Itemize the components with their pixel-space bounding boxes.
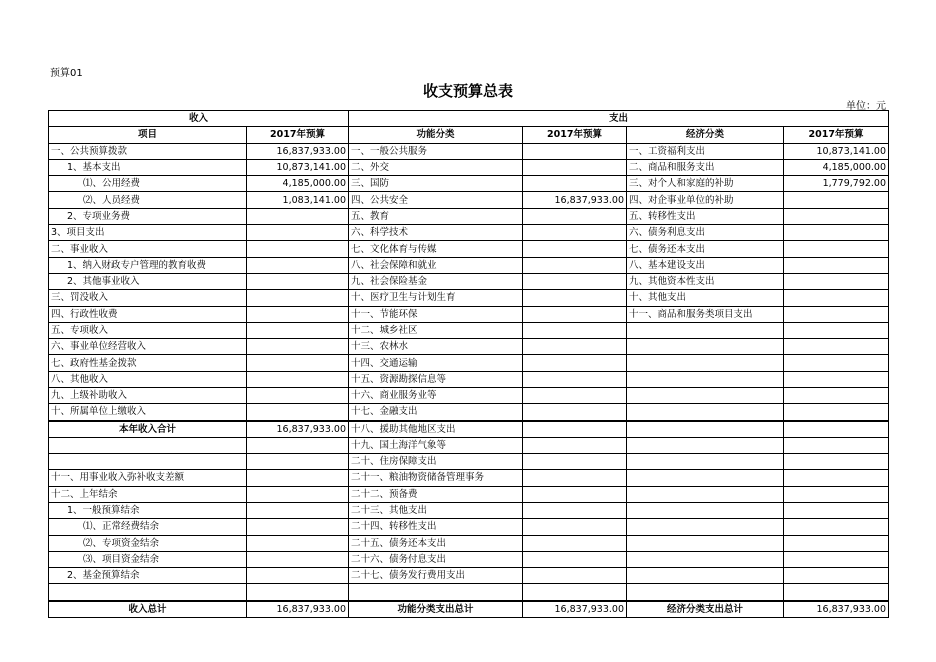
income-budget-cell	[247, 535, 349, 551]
econ-budget-cell	[784, 371, 889, 387]
func-budget-cell	[523, 421, 627, 438]
expense-header: 支出	[349, 111, 889, 127]
income-item-cell: ⑵、专项资金结余	[49, 535, 247, 551]
table-row	[49, 371, 889, 387]
func-item-cell: 十四、交通运输	[349, 355, 523, 371]
func-budget-cell	[523, 306, 627, 322]
func-item-cell: 一、一般公共服务	[349, 143, 523, 159]
table-row	[49, 208, 889, 224]
func-item-cell: 十九、国土海洋气象等	[349, 437, 523, 453]
income-budget-cell	[247, 273, 349, 289]
income-item-cell: 2、基金预算结余	[49, 568, 247, 584]
table-row	[49, 551, 889, 567]
income-header: 收入	[49, 111, 349, 127]
func-budget-cell	[523, 535, 627, 551]
income-item-cell: 六、事业单位经营收入	[49, 339, 247, 355]
econ-item-cell	[627, 421, 784, 438]
col-income-budget-header: 2017年预算	[247, 127, 349, 143]
table-row	[49, 535, 889, 551]
income-budget-cell	[247, 208, 349, 224]
econ-item-cell: 四、对企事业单位的补助	[627, 192, 784, 208]
func-item-cell: 二十三、其他支出	[349, 502, 523, 518]
econ-item-cell: 一、工资福利支出	[627, 143, 784, 159]
table-row	[49, 355, 889, 371]
income-item-cell: 七、政府性基金拨款	[49, 355, 247, 371]
income-item-total-cell: 收入总计	[49, 601, 247, 618]
income-budget-cell	[247, 486, 349, 502]
income-item-cell: 一、公共预算拨款	[49, 143, 247, 159]
econ-item-cell: 二、商品和服务支出	[627, 159, 784, 175]
econ-item-cell	[627, 519, 784, 535]
econ-budget-cell	[784, 306, 889, 322]
income-item-cell: 2、其他事业收入	[49, 273, 247, 289]
income-item-cell: 二、事业收入	[49, 241, 247, 257]
income-item-cell	[49, 437, 247, 453]
income-budget-cell: 1,083,141.00	[247, 192, 349, 208]
econ-item-cell	[627, 551, 784, 567]
col-func-header: 功能分类	[349, 127, 523, 143]
table-row	[49, 159, 889, 175]
econ-budget-cell	[784, 470, 889, 486]
income-item-cell: ⑶、项目资金结余	[49, 551, 247, 567]
income-budget-cell	[247, 371, 349, 387]
table-row	[49, 225, 889, 241]
income-budget-cell	[247, 355, 349, 371]
econ-budget-cell	[784, 225, 889, 241]
totals-row	[49, 601, 889, 618]
func-budget-cell	[523, 486, 627, 502]
econ-budget-cell	[784, 290, 889, 306]
income-item-cell: ⑵、人员经费	[49, 192, 247, 208]
income-item-cell: 1、纳入财政专户管理的教育收费	[49, 257, 247, 273]
col-econ-header: 经济分类	[627, 127, 784, 143]
table-row	[49, 470, 889, 486]
func-item-cell: 五、教育	[349, 208, 523, 224]
econ-budget-cell	[784, 339, 889, 355]
income-budget-cell	[247, 470, 349, 486]
func-budget-cell	[523, 208, 627, 224]
income-item-cell: 八、其他收入	[49, 371, 247, 387]
func-item-cell: 二十六、债务付息支出	[349, 551, 523, 567]
econ-budget-cell	[784, 551, 889, 567]
func-budget-cell	[523, 502, 627, 518]
econ-budget-cell	[784, 208, 889, 224]
func-budget-cell: 16,837,933.00	[523, 192, 627, 208]
income-budget-cell: 10,873,141.00	[247, 159, 349, 175]
budget-table	[48, 110, 889, 618]
econ-item-cell: 九、其他资本性支出	[627, 273, 784, 289]
table-row	[49, 273, 889, 289]
econ-item-cell	[627, 404, 784, 421]
func-item-cell: 八、社会保障和就业	[349, 257, 523, 273]
func-item-cell: 十五、资源勘探信息等	[349, 371, 523, 387]
func-budget-cell	[523, 241, 627, 257]
econ-budget-cell	[784, 355, 889, 371]
income-budget-cell	[247, 568, 349, 584]
table-row	[49, 502, 889, 518]
table-row	[49, 339, 889, 355]
table-row	[49, 306, 889, 322]
func-budget-cell	[523, 568, 627, 584]
income-budget-total-cell: 16,837,933.00	[247, 601, 349, 618]
col-item-header: 项目	[49, 127, 247, 143]
econ-budget-cell	[784, 273, 889, 289]
econ-item-cell	[627, 437, 784, 453]
income-budget-cell	[247, 241, 349, 257]
column-header-row	[49, 127, 889, 143]
income-budget-cell: 16,837,933.00	[247, 421, 349, 438]
income-item-cell: 十二、上年结余	[49, 486, 247, 502]
func-item-cell: 四、公共安全	[349, 192, 523, 208]
econ-budget-cell	[784, 568, 889, 584]
income-item-cell: 十、所属单位上缴收入	[49, 404, 247, 421]
econ-budget-cell	[784, 241, 889, 257]
func-budget-cell	[523, 584, 627, 601]
func-item-cell: 七、文化体育与传媒	[349, 241, 523, 257]
econ-item-cell	[627, 454, 784, 470]
func-item-cell	[349, 584, 523, 601]
income-item-cell: 十一、用事业收入弥补收支差额	[49, 470, 247, 486]
table-row	[49, 176, 889, 192]
income-budget-cell	[247, 551, 349, 567]
func-budget-cell	[523, 470, 627, 486]
col-func-budget-header: 2017年预算	[523, 127, 627, 143]
group-header-row	[49, 111, 889, 127]
table-row	[49, 437, 889, 453]
func-budget-cell	[523, 454, 627, 470]
func-item-cell: 十三、农林水	[349, 339, 523, 355]
table-row	[49, 192, 889, 208]
table-row	[49, 143, 889, 159]
income-item-cell: 三、罚没收入	[49, 290, 247, 306]
table-row	[49, 322, 889, 338]
func-item-cell: 二、外交	[349, 159, 523, 175]
income-budget-cell	[247, 322, 349, 338]
income-budget-cell	[247, 454, 349, 470]
func-budget-total-cell: 16,837,933.00	[523, 601, 627, 618]
table-row	[49, 421, 889, 438]
income-item-cell: ⑴、正常经费结余	[49, 519, 247, 535]
col-econ-budget-header: 2017年预算	[784, 127, 889, 143]
func-budget-cell	[523, 437, 627, 453]
econ-budget-cell	[784, 535, 889, 551]
econ-item-cell: 七、债务还本支出	[627, 241, 784, 257]
income-budget-cell	[247, 502, 349, 518]
econ-budget-cell: 10,873,141.00	[784, 143, 889, 159]
income-budget-cell	[247, 339, 349, 355]
table-row	[49, 454, 889, 470]
income-item-cell: 2、专项业务费	[49, 208, 247, 224]
econ-item-cell	[627, 535, 784, 551]
func-budget-cell	[523, 355, 627, 371]
econ-budget-cell	[784, 322, 889, 338]
income-budget-cell	[247, 257, 349, 273]
econ-budget-cell	[784, 454, 889, 470]
econ-item-cell: 八、基本建设支出	[627, 257, 784, 273]
func-item-cell: 十六、商业服务业等	[349, 388, 523, 404]
econ-budget-cell	[784, 192, 889, 208]
func-budget-cell	[523, 143, 627, 159]
econ-item-cell	[627, 371, 784, 387]
table-row	[49, 388, 889, 404]
econ-item-cell: 十一、商品和服务类项目支出	[627, 306, 784, 322]
econ-item-cell: 十、其他支出	[627, 290, 784, 306]
income-budget-cell	[247, 290, 349, 306]
income-item-cell: 九、上级补助收入	[49, 388, 247, 404]
func-budget-cell	[523, 176, 627, 192]
func-item-cell: 六、科学技术	[349, 225, 523, 241]
income-budget-cell	[247, 225, 349, 241]
income-budget-cell	[247, 404, 349, 421]
table-row	[49, 519, 889, 535]
unit-label: 单位：元	[846, 101, 886, 112]
econ-budget-cell	[784, 421, 889, 438]
func-budget-cell	[523, 273, 627, 289]
econ-item-cell	[627, 339, 784, 355]
table-row	[49, 568, 889, 584]
income-budget-cell: 4,185,000.00	[247, 176, 349, 192]
func-budget-cell	[523, 290, 627, 306]
econ-budget-cell	[784, 486, 889, 502]
form-code: 预算01	[50, 68, 83, 79]
func-budget-cell	[523, 388, 627, 404]
econ-item-cell	[627, 584, 784, 601]
income-item-cell: 四、行政性收费	[49, 306, 247, 322]
income-budget-cell	[247, 584, 349, 601]
econ-item-cell	[627, 355, 784, 371]
econ-item-cell	[627, 568, 784, 584]
func-item-cell: 二十二、预备费	[349, 486, 523, 502]
func-item-cell: 三、国防	[349, 176, 523, 192]
income-item-cell: 3、项目支出	[49, 225, 247, 241]
table-row	[49, 290, 889, 306]
econ-budget-cell	[784, 519, 889, 535]
econ-budget-cell	[784, 584, 889, 601]
func-item-cell: 十、医疗卫生与计划生育	[349, 290, 523, 306]
func-item-cell: 二十一、粮油物资储备管理事务	[349, 470, 523, 486]
func-budget-cell	[523, 159, 627, 175]
econ-item-cell	[627, 502, 784, 518]
income-budget-cell	[247, 388, 349, 404]
func-item-cell: 二十七、债务发行费用支出	[349, 568, 523, 584]
econ-budget-total-cell: 16,837,933.00	[784, 601, 889, 618]
func-item-cell: 十八、援助其他地区支出	[349, 421, 523, 438]
func-item-cell: 二十五、债务还本支出	[349, 535, 523, 551]
econ-budget-cell	[784, 257, 889, 273]
econ-budget-cell: 4,185,000.00	[784, 159, 889, 175]
income-budget-cell: 16,837,933.00	[247, 143, 349, 159]
income-item-cell: 本年收入合计	[49, 421, 247, 438]
table-row	[49, 584, 889, 601]
table-row	[49, 257, 889, 273]
econ-budget-cell	[784, 388, 889, 404]
func-budget-cell	[523, 371, 627, 387]
income-budget-cell	[247, 437, 349, 453]
income-item-cell: 1、一般预算结余	[49, 502, 247, 518]
func-budget-cell	[523, 339, 627, 355]
func-item-cell: 十二、城乡社区	[349, 322, 523, 338]
income-budget-cell	[247, 519, 349, 535]
func-item-cell: 二十四、转移性支出	[349, 519, 523, 535]
econ-budget-cell	[784, 502, 889, 518]
table-row	[49, 404, 889, 421]
econ-item-total-cell: 经济分类支出总计	[627, 601, 784, 618]
func-budget-cell	[523, 225, 627, 241]
func-budget-cell	[523, 257, 627, 273]
income-item-cell	[49, 454, 247, 470]
income-item-cell: 1、基本支出	[49, 159, 247, 175]
econ-item-cell: 六、债务利息支出	[627, 225, 784, 241]
econ-item-cell: 三、对个人和家庭的补助	[627, 176, 784, 192]
func-budget-cell	[523, 551, 627, 567]
func-item-cell: 九、社会保险基金	[349, 273, 523, 289]
page-title: 收支预算总表	[422, 82, 513, 100]
func-budget-cell	[523, 322, 627, 338]
func-item-cell: 二十、住房保障支出	[349, 454, 523, 470]
econ-item-cell: 五、转移性支出	[627, 208, 784, 224]
econ-budget-cell: 1,779,792.00	[784, 176, 889, 192]
table-row	[49, 241, 889, 257]
econ-item-cell	[627, 388, 784, 404]
func-budget-cell	[523, 404, 627, 421]
econ-budget-cell	[784, 437, 889, 453]
income-budget-cell	[247, 306, 349, 322]
func-item-total-cell: 功能分类支出总计	[349, 601, 523, 618]
income-item-cell: 五、专项收入	[49, 322, 247, 338]
econ-item-cell	[627, 470, 784, 486]
econ-budget-cell	[784, 404, 889, 421]
econ-item-cell	[627, 486, 784, 502]
func-item-cell: 十一、节能环保	[349, 306, 523, 322]
func-budget-cell	[523, 519, 627, 535]
econ-item-cell	[627, 322, 784, 338]
income-item-cell: ⑴、公用经费	[49, 176, 247, 192]
table-row	[49, 486, 889, 502]
income-item-cell	[49, 584, 247, 601]
func-item-cell: 十七、金融支出	[349, 404, 523, 421]
